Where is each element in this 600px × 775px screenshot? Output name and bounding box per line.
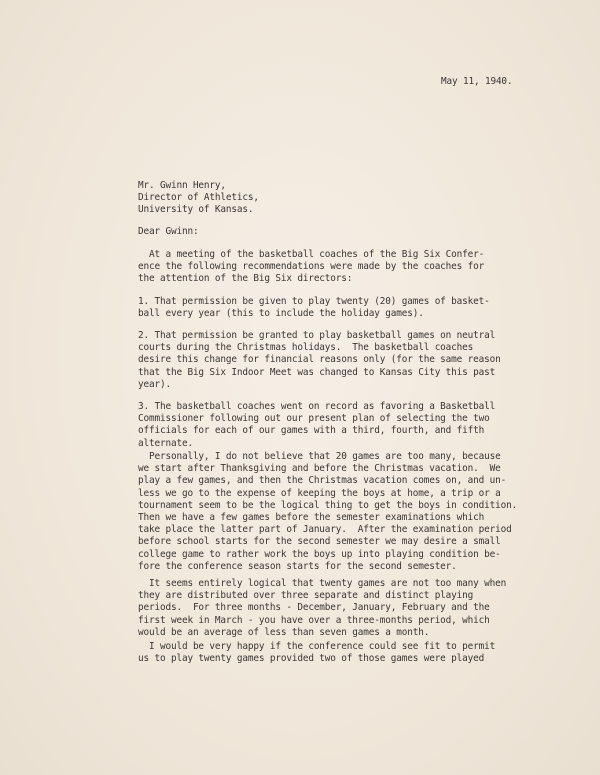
text-line: less we go to the expense of keeping the boys at home, a trip or a [138,487,501,499]
text-line: take place the latter part of January. After the examination period [138,524,512,536]
text-line: desire this change for financial reasons only (for the same reason [138,354,501,366]
text-line: play a few games, and then the Christmas vacation comes on, and un- [138,475,507,487]
paragraph-intro [138,249,538,286]
text-line: 2. That permission be granted to play basketball games on neutral [138,330,496,341]
text-line: us to play twenty games provided two of those games were played [138,653,485,665]
text-line: courts during the Christmas holidays. The basketball coaches [138,342,474,354]
recommendation-1 [138,296,538,320]
recommendation-3 [138,401,538,450]
text-line: we start after Thanksgiving and before the Christmas vacation. We [138,463,501,475]
text-line: ence the following recommendations were made by the coaches for [138,261,485,273]
text-line: that the Big Six Indoor Meet was changed to Kansas City this past [138,366,496,378]
text-line: would be an average of less than seven games a month. [138,626,430,638]
text-line: the attention of the Big Six directors: [138,273,353,285]
paragraph-personal-opinion [138,451,538,573]
text-line: alternate. [138,437,193,449]
text-line: Personally, I do not believe that 20 games are too many, because [138,451,501,462]
text-line: periods. For three months - December, January, February and the [138,602,490,614]
text-line: college game to rather work the boys up into playing condition be- [138,548,501,560]
text-line: Commissioner following out our present plan of selecting the two [138,413,490,425]
text-line: 3. The basketball coaches went on record as favoring a Basketball [138,401,496,412]
text-line: 1. That permission be given to play twenty (20) games of basket- [138,296,490,307]
text-line: officials for each of our games with a third, fourth, and fifth [138,425,485,437]
recommendation-2 [138,330,538,391]
text-line: before school starts for the second semester we may desire a small [138,536,501,548]
text-line: first week in March - you have over a three-months period, which [138,614,490,626]
text-line: It seems entirely logical that twenty games are not too many when [138,578,507,589]
text-line: year). [138,378,171,390]
text-line: I would be very happy if the conference could see fit to permit [138,641,496,652]
recipient-title: Director of Athletics, [138,192,259,204]
text-line: Then we have a few games before the semester examinations which [138,512,485,524]
salutation: Dear Gwinn: [138,226,199,237]
paragraph-closing-request [138,641,538,665]
recipient-institution: University of Kansas. [138,204,254,216]
letter-date: May 11, 1940. [441,76,513,87]
text-line: tournament seem to be the logical thing to get the boys in condition. [138,499,518,511]
text-line: they are distributed over three separate and distinct playing [138,590,474,602]
text-line: fore the conference season starts for the second semester. [138,560,457,572]
recipient-name: Mr. Gwinn Henry, [138,180,226,191]
text-line: ball every year (this to include the holiday games). [138,308,424,320]
text-line: At a meeting of the basketball coaches of the Big Six Confer- [138,249,485,260]
recipient-address [138,180,259,217]
paragraph-playing-periods [138,578,538,639]
